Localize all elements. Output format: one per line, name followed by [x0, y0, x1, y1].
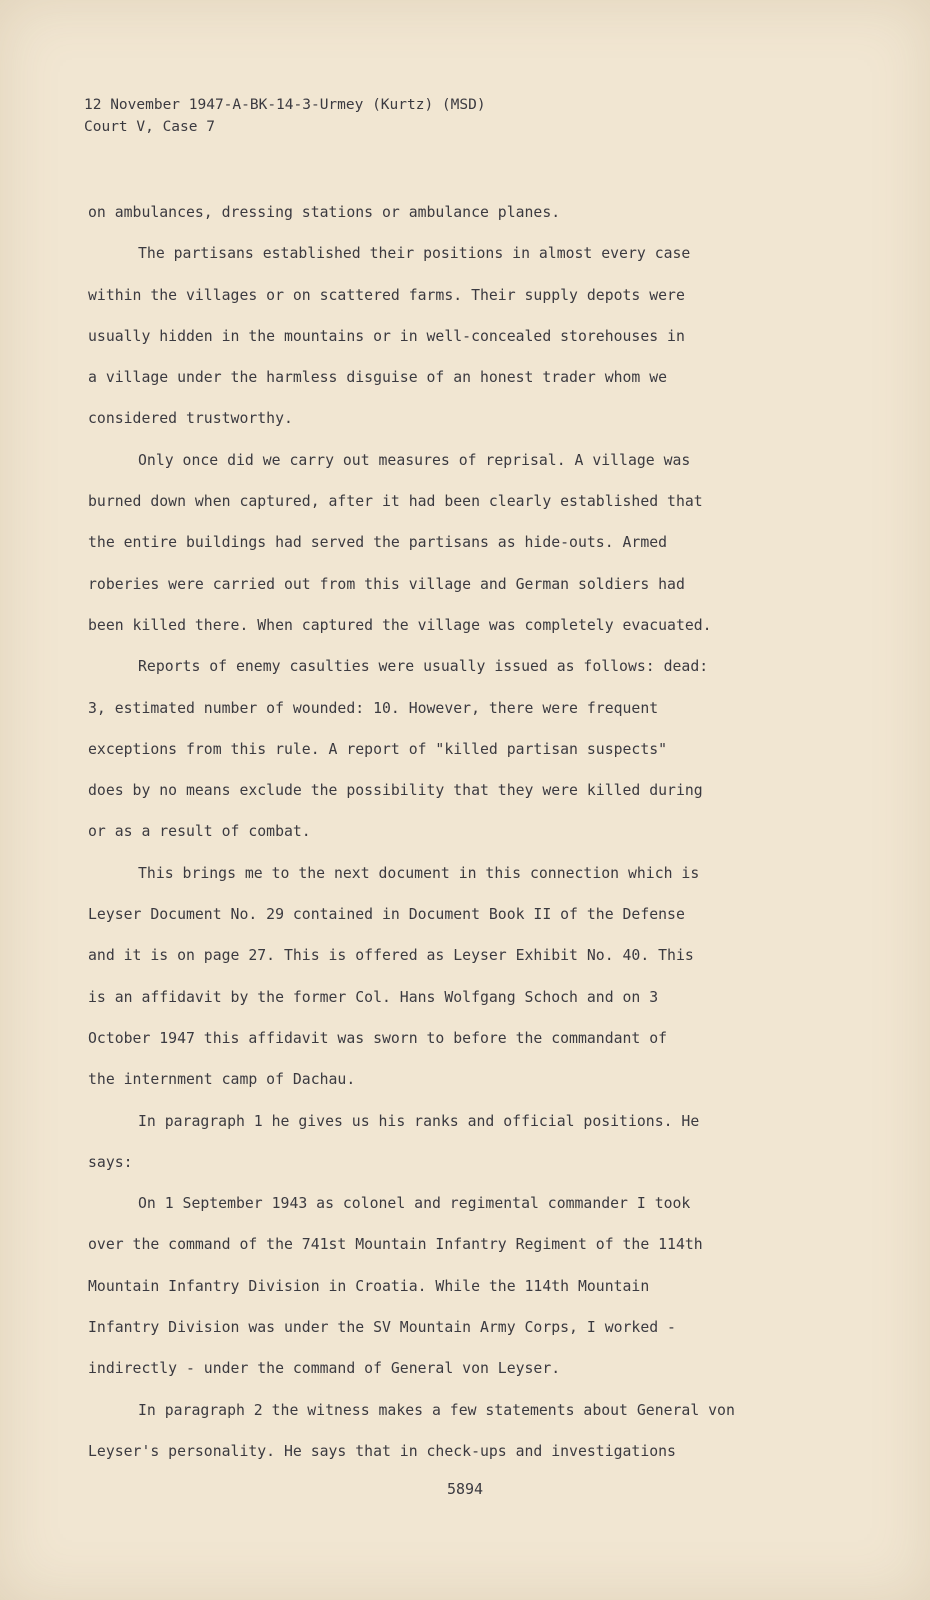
text-line: says:: [88, 1153, 133, 1171]
text-line: within the villages or on scattered farms. Their supply depots were: [88, 286, 685, 304]
text-line: exceptions from this rule. A report of "killed partisan suspects": [88, 740, 668, 758]
text-line: Reports of enemy casulties were usually issued as follows: dead:: [138, 658, 709, 676]
text-line: considered trustworthy.: [88, 410, 293, 428]
text-line: 3, estimated number of wounded: 10. However, there were frequent: [88, 699, 659, 717]
text-line: the internment camp of Dachau.: [88, 1071, 356, 1089]
text-line: In paragraph 2 the witness makes a few statements about General von: [138, 1401, 735, 1419]
text-line: Leyser's personality. He says that in check-ups and investigations: [88, 1442, 676, 1460]
text-line: is an affidavit by the former Col. Hans Wolfgang Schoch and on 3: [88, 988, 659, 1006]
header-date-line: 12 November 1947-A-BK-14-3-Urmey (Kurtz) (MSD): [84, 97, 486, 113]
text-line: Infantry Division was under the SV Mountain Army Corps, I worked -: [88, 1319, 676, 1337]
text-line: and it is on page 27. This is offered as Leyser Exhibit No. 40. This: [88, 947, 694, 965]
text-line: This brings me to the next document in this connection which is: [138, 864, 700, 882]
text-line: the entire buildings had served the partisans as hide-outs. Armed: [88, 534, 668, 552]
text-line: Mountain Infantry Division in Croatia. While the 114th Mountain: [88, 1277, 650, 1295]
transcript-body: [88, 192, 848, 1472]
text-line: over the command of the 741st Mountain Infantry Regiment of the 114th: [88, 1236, 703, 1254]
header-court-line: Court V, Case 7: [84, 119, 215, 135]
document-header: [84, 94, 486, 138]
text-line: on ambulances, dressing stations or ambulance planes.: [88, 204, 561, 221]
text-line: usually hidden in the mountains or in well-concealed storehouses in: [88, 327, 685, 345]
text-line: or as a result of combat.: [88, 823, 311, 841]
text-line: In paragraph 1 he gives us his ranks and official positions. He: [138, 1112, 700, 1130]
text-line: roberies were carried out from this village and German soldiers had: [88, 575, 685, 593]
text-line: Leyser Document No. 29 contained in Document Book II of the Defense: [88, 906, 685, 924]
text-line: indirectly - under the command of General von Leyser.: [88, 1360, 561, 1378]
text-line: October 1947 this affidavit was sworn to before the commandant of: [88, 1029, 668, 1047]
text-line: The partisans established their positions in almost every case: [138, 245, 691, 263]
text-line: a village under the harmless disguise of an honest trader whom we: [88, 369, 668, 387]
text-line: does by no means exclude the possibility that they were killed during: [88, 782, 703, 800]
page-number: 5894: [446, 1480, 484, 1498]
text-line: Only once did we carry out measures of reprisal. A village was: [138, 451, 691, 469]
text-line: been killed there. When captured the village was completely evacuated.: [88, 616, 712, 634]
text-line: On 1 September 1943 as colonel and regimental commander I took: [138, 1195, 691, 1213]
text-line: burned down when captured, after it had been clearly established that: [88, 493, 703, 511]
